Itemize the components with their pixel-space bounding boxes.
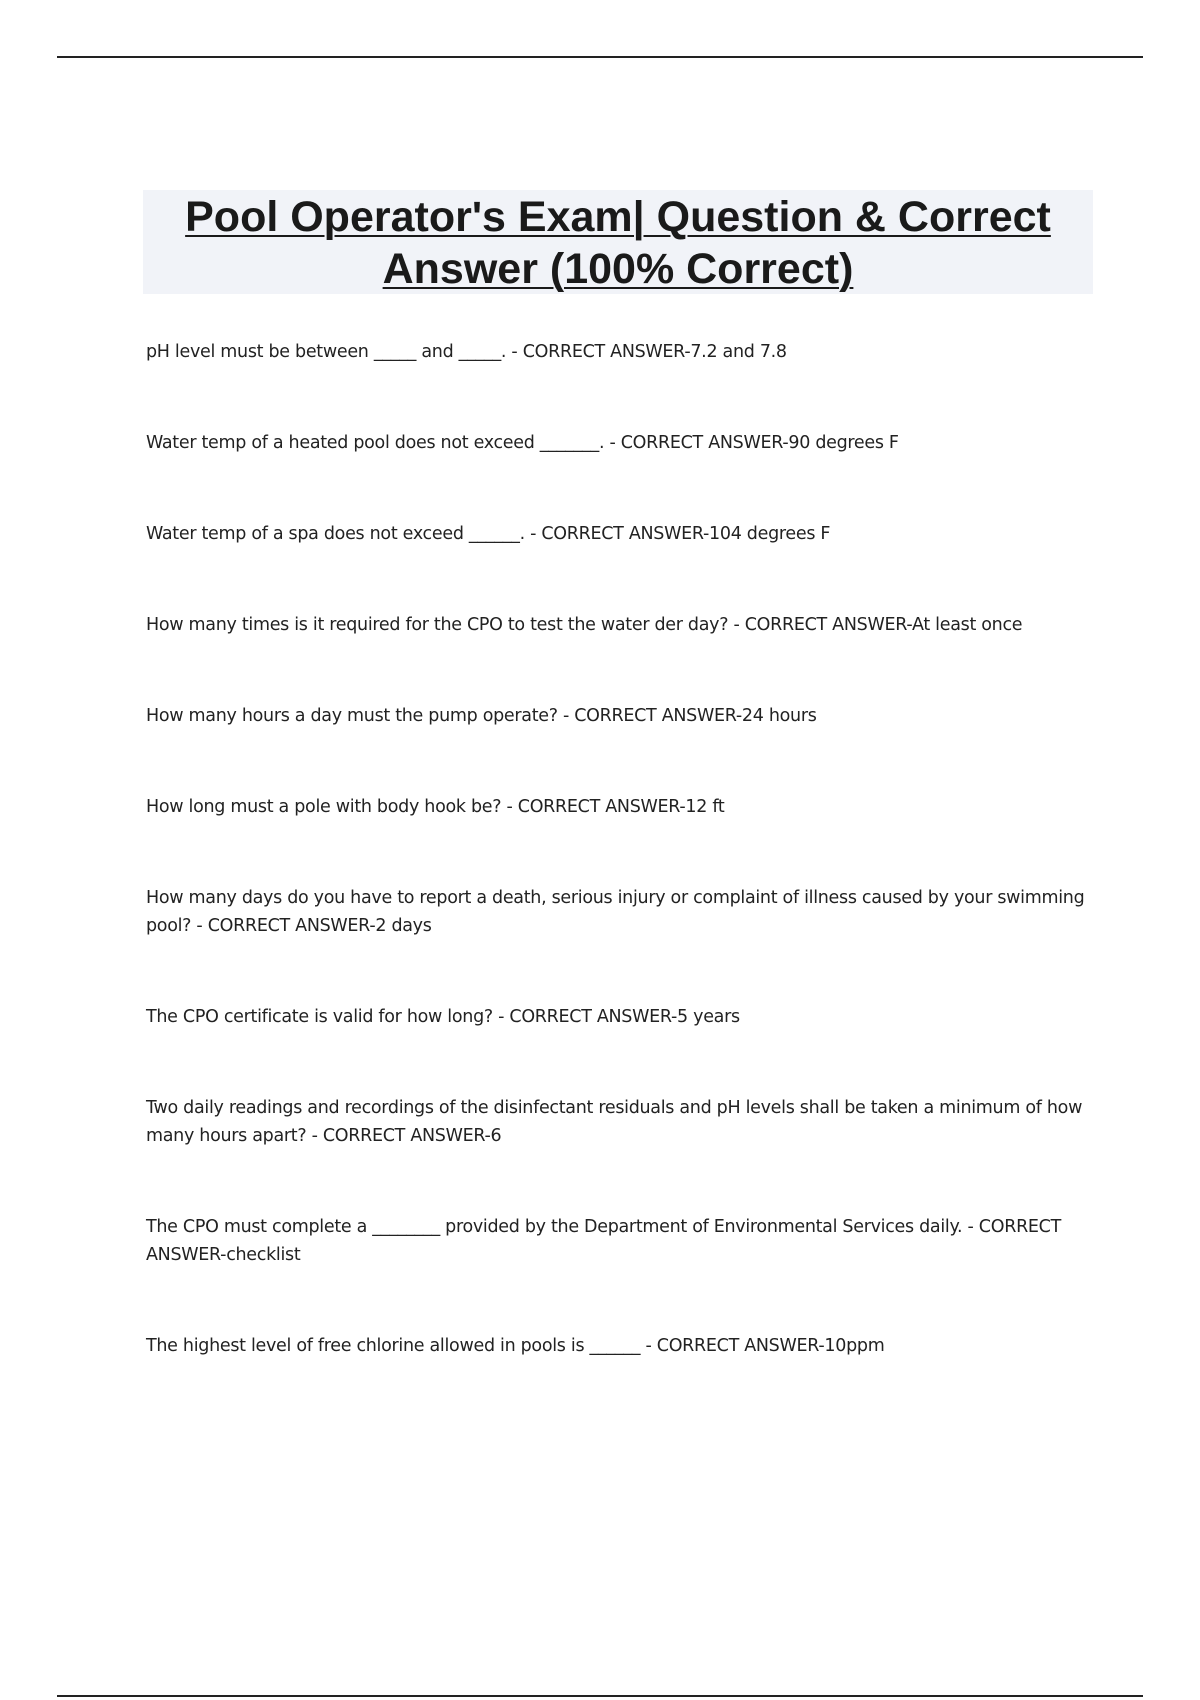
qa-item: Two daily readings and recordings of the disinfectant residuals and pH levels shall be taken a minimum of how many hours apart? - CORRECT ANSWER-6: [146, 1098, 1083, 1146]
qa-item: The highest level of free chlorine allowed in pools is ______ - CORRECT ANSWER-10ppm: [146, 1336, 885, 1356]
qa-item: How long must a pole with body hook be? - CORRECT ANSWER-12 ft: [146, 797, 725, 817]
qa-item: Water temp of a spa does not exceed ______. - CORRECT ANSWER-104 degrees F: [146, 524, 831, 544]
qa-item: How many days do you have to report a death, serious injury or complaint of illness caused by your swimming pool? - CORRECT ANSWER-2 days: [146, 888, 1085, 936]
top-divider: [57, 56, 1143, 58]
page-title: Pool Operator's Exam| Question & Correct Answer (100% Correct): [185, 193, 1051, 293]
qa-item: How many times is it required for the CPO to test the water der day? - CORRECT ANSWER-At least once: [146, 615, 1023, 635]
bottom-divider: [57, 1695, 1143, 1697]
qa-item: The CPO must complete a ________ provided by the Department of Environmental Services daily. - CORRECT ANSWER-checklist: [146, 1217, 1061, 1265]
qa-item: pH level must be between _____ and _____. - CORRECT ANSWER-7.2 and 7.8: [146, 342, 787, 362]
qa-item: Water temp of a heated pool does not exceed _______. - CORRECT ANSWER-90 degrees F: [146, 433, 899, 453]
qa-item: How many hours a day must the pump operate? - CORRECT ANSWER-24 hours: [146, 706, 817, 726]
qa-item: The CPO certificate is valid for how long? - CORRECT ANSWER-5 years: [146, 1007, 740, 1027]
title-banner: [143, 190, 1093, 294]
